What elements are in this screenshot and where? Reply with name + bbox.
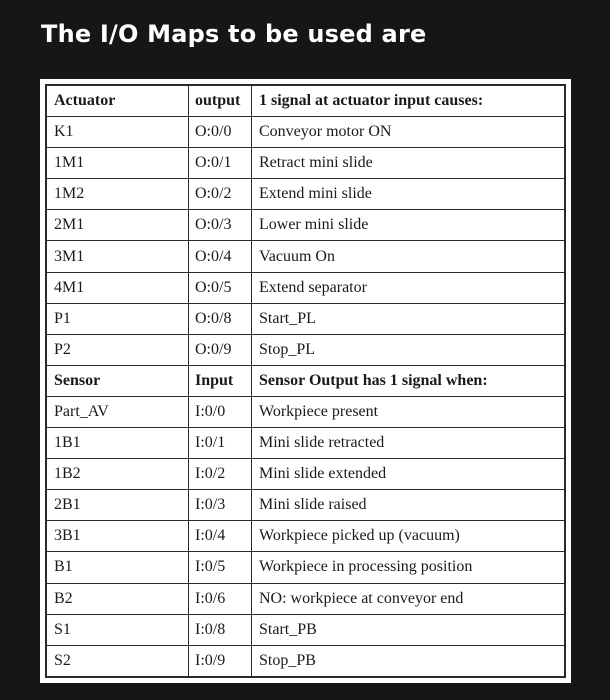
actuator-row bbox=[46, 117, 565, 148]
sensor-description-cell: Mini slide raised bbox=[252, 490, 566, 521]
sensor-name-cell: B1 bbox=[46, 552, 189, 583]
actuator-description-cell: Extend mini slide bbox=[252, 179, 566, 210]
sensor-row bbox=[46, 396, 565, 427]
sensor-column-header: Sensor bbox=[46, 365, 189, 396]
io-map-sheet bbox=[40, 79, 571, 683]
actuator-description-cell: Lower mini slide bbox=[252, 210, 566, 241]
sensor-name-cell: B2 bbox=[46, 583, 189, 614]
sensor-row bbox=[46, 552, 565, 583]
input-column-header: Input bbox=[189, 365, 252, 396]
actuator-address-cell: O:0/9 bbox=[189, 334, 252, 365]
actuator-name-cell: 2M1 bbox=[46, 210, 189, 241]
actuator-header-row bbox=[46, 85, 565, 117]
sensor-description-cell: Workpiece picked up (vacuum) bbox=[252, 521, 566, 552]
sensor-row bbox=[46, 459, 565, 490]
sensor-name-cell: 3B1 bbox=[46, 521, 189, 552]
actuator-description-cell: Extend separator bbox=[252, 272, 566, 303]
sensor-description-cell: Workpiece present bbox=[252, 396, 566, 427]
actuator-name-cell: 1M2 bbox=[46, 179, 189, 210]
actuator-description-cell: Retract mini slide bbox=[252, 148, 566, 179]
sensor-description-cell: Mini slide extended bbox=[252, 459, 566, 490]
actuator-row bbox=[46, 272, 565, 303]
io-map-table-body bbox=[46, 85, 565, 677]
sensor-description-cell: Start_PB bbox=[252, 614, 566, 645]
actuator-row bbox=[46, 241, 565, 272]
actuator-description-cell: Stop_PL bbox=[252, 334, 566, 365]
actuator-name-cell: 4M1 bbox=[46, 272, 189, 303]
actuator-description-cell: Vacuum On bbox=[252, 241, 566, 272]
sensor-description-cell: Mini slide retracted bbox=[252, 428, 566, 459]
sensor-address-cell: I:0/3 bbox=[189, 490, 252, 521]
sensor-name-cell: S1 bbox=[46, 614, 189, 645]
actuator-row bbox=[46, 179, 565, 210]
sensor-address-cell: I:0/9 bbox=[189, 645, 252, 677]
actuator-row bbox=[46, 148, 565, 179]
actuator-name-cell: P1 bbox=[46, 303, 189, 334]
actuator-description-header: 1 signal at actuator input causes: bbox=[252, 85, 566, 117]
actuator-name-cell: 1M1 bbox=[46, 148, 189, 179]
io-map-table bbox=[45, 84, 566, 678]
sensor-row bbox=[46, 583, 565, 614]
actuator-name-cell: K1 bbox=[46, 117, 189, 148]
actuator-address-cell: O:0/5 bbox=[189, 272, 252, 303]
actuator-description-cell: Conveyor motor ON bbox=[252, 117, 566, 148]
actuator-name-cell: P2 bbox=[46, 334, 189, 365]
sensor-row bbox=[46, 490, 565, 521]
actuator-address-cell: O:0/8 bbox=[189, 303, 252, 334]
sensor-address-cell: I:0/8 bbox=[189, 614, 252, 645]
actuator-address-cell: O:0/2 bbox=[189, 179, 252, 210]
sensor-name-cell: Part_AV bbox=[46, 396, 189, 427]
actuator-description-cell: Start_PL bbox=[252, 303, 566, 334]
actuator-address-cell: O:0/3 bbox=[189, 210, 252, 241]
sensor-row bbox=[46, 521, 565, 552]
sensor-address-cell: I:0/1 bbox=[189, 428, 252, 459]
sensor-address-cell: I:0/5 bbox=[189, 552, 252, 583]
sensor-address-cell: I:0/2 bbox=[189, 459, 252, 490]
actuator-address-cell: O:0/1 bbox=[189, 148, 252, 179]
sensor-row bbox=[46, 645, 565, 677]
actuator-address-cell: O:0/0 bbox=[189, 117, 252, 148]
sensor-description-cell: Workpiece in processing position bbox=[252, 552, 566, 583]
actuator-row bbox=[46, 210, 565, 241]
sensor-address-cell: I:0/6 bbox=[189, 583, 252, 614]
sensor-description-cell: Stop_PB bbox=[252, 645, 566, 677]
actuator-name-cell: 3M1 bbox=[46, 241, 189, 272]
sensor-name-cell: 1B2 bbox=[46, 459, 189, 490]
sensor-header-row bbox=[46, 365, 565, 396]
actuator-address-cell: O:0/4 bbox=[189, 241, 252, 272]
sensor-description-header: Sensor Output has 1 signal when: bbox=[252, 365, 566, 396]
sensor-row bbox=[46, 614, 565, 645]
actuator-row bbox=[46, 303, 565, 334]
actuator-column-header: Actuator bbox=[46, 85, 189, 117]
sensor-name-cell: 2B1 bbox=[46, 490, 189, 521]
output-column-header: output bbox=[189, 85, 252, 117]
actuator-row bbox=[46, 334, 565, 365]
sensor-name-cell: 1B1 bbox=[46, 428, 189, 459]
sensor-name-cell: S2 bbox=[46, 645, 189, 677]
sensor-address-cell: I:0/0 bbox=[189, 396, 252, 427]
sensor-address-cell: I:0/4 bbox=[189, 521, 252, 552]
page-title: The I/O Maps to be used are bbox=[41, 20, 427, 48]
sensor-description-cell: NO: workpiece at conveyor end bbox=[252, 583, 566, 614]
sensor-row bbox=[46, 428, 565, 459]
